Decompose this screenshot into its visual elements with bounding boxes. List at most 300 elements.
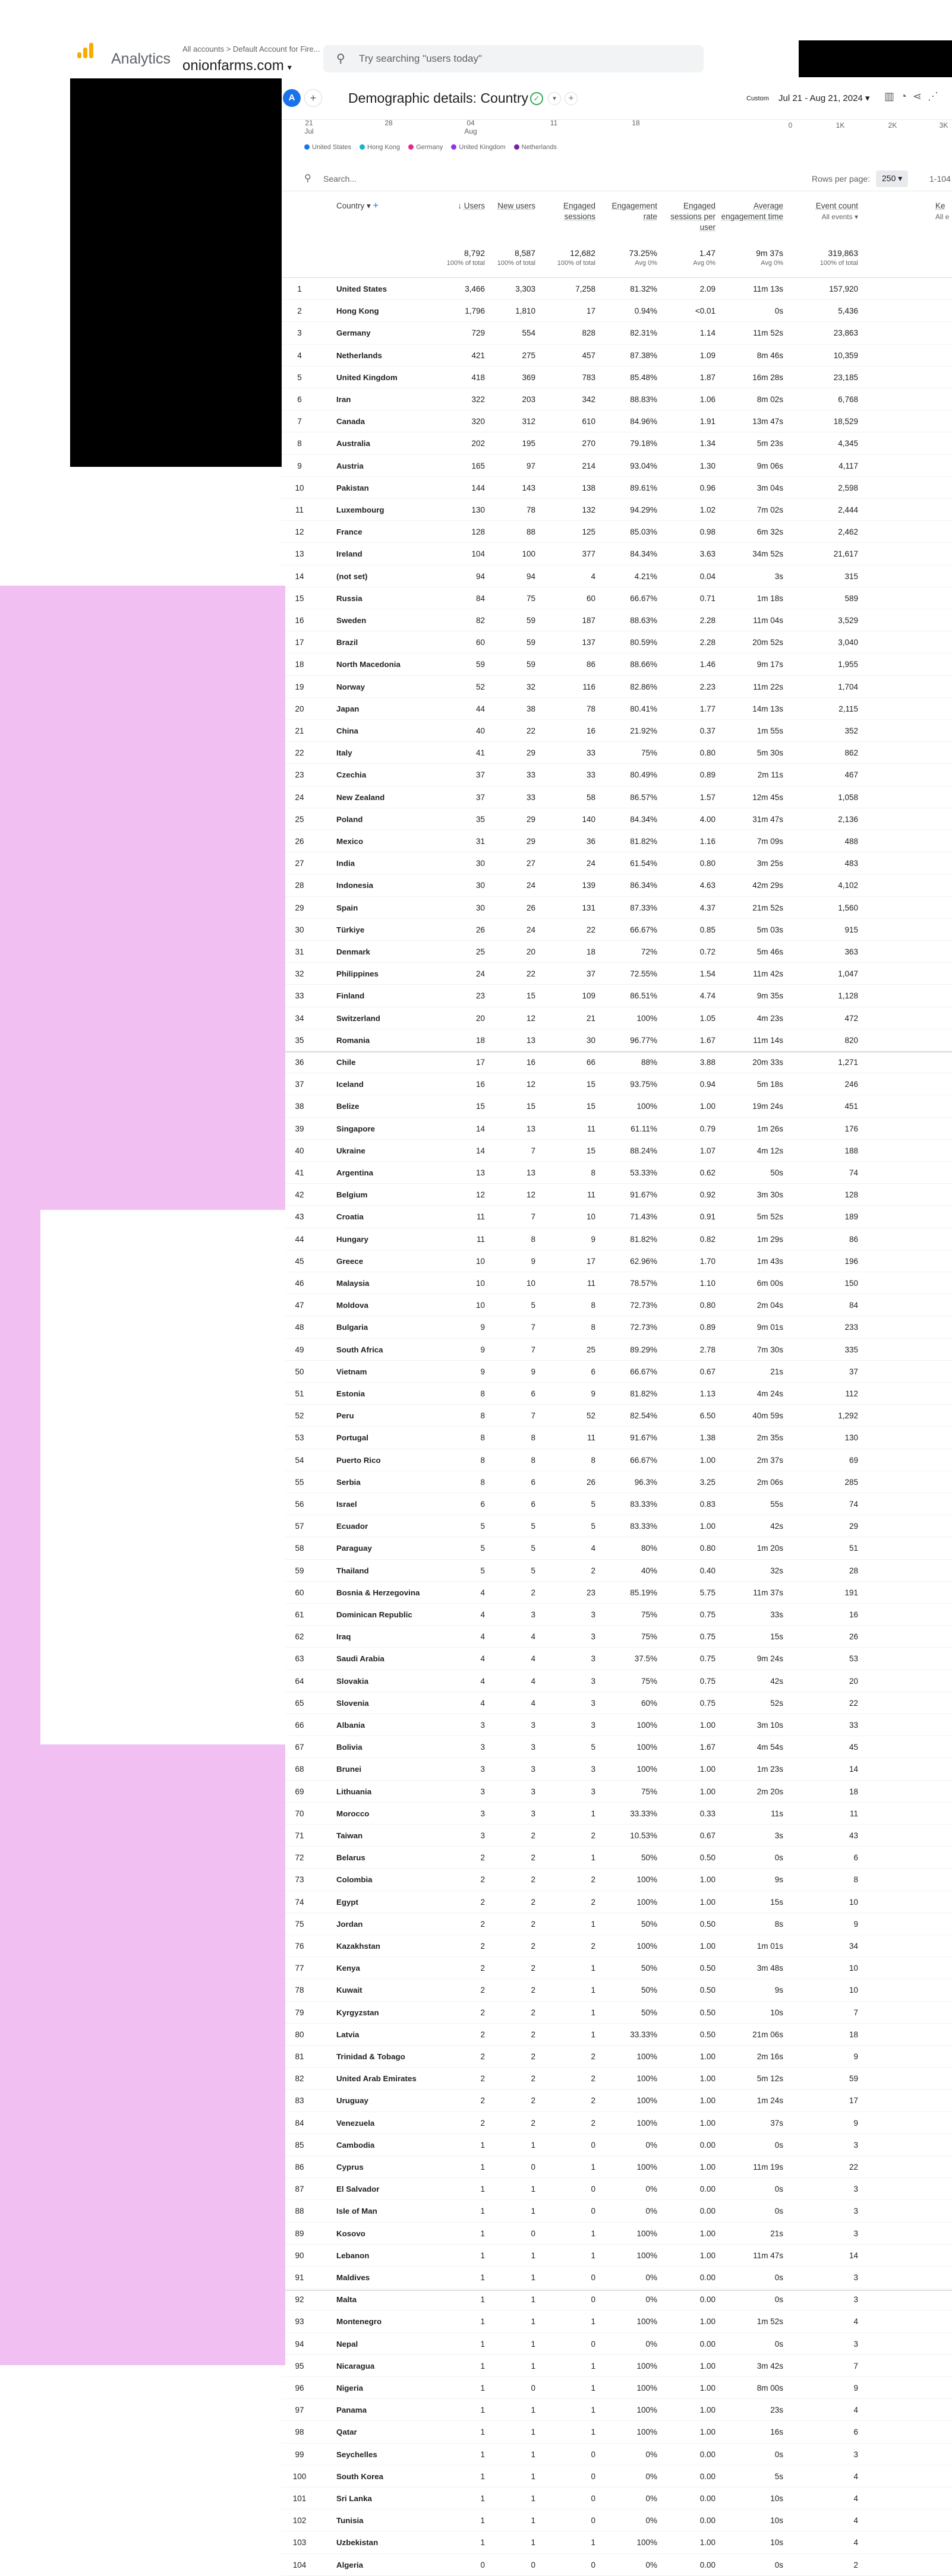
sessions-per-user-cell: 0.00	[699, 2339, 715, 2349]
new-users-cell: 7	[531, 1212, 535, 1222]
table-row[interactable]	[282, 2002, 952, 2024]
engagement-time-cell: 5m 18s	[756, 1080, 783, 1089]
row-index: 22	[295, 748, 304, 758]
engaged-sessions-cell: 37	[586, 969, 595, 979]
row-index: 35	[295, 1035, 304, 1045]
engagement-rate-cell: 80.41%	[630, 704, 657, 713]
table-row[interactable]	[282, 432, 952, 454]
engagement-rate-cell: 87.33%	[630, 903, 657, 912]
engagement-rate-cell: 96.77%	[630, 1035, 657, 1045]
engagement-rate-cell: 100%	[636, 2163, 657, 2172]
table-row[interactable]	[282, 963, 952, 985]
table-row[interactable]	[282, 455, 952, 477]
sessions-per-user-cell: <0.01	[695, 306, 715, 316]
table-row[interactable]	[282, 1825, 952, 1847]
column-header-engagement-rate[interactable]	[598, 201, 657, 222]
row-index: 71	[295, 1831, 304, 1840]
country-name: Greece	[336, 1256, 364, 1266]
country-name: Norway	[336, 682, 365, 691]
table-row[interactable]	[282, 720, 952, 742]
table-row[interactable]	[282, 1272, 952, 1294]
table-row[interactable]	[282, 1537, 952, 1559]
table-row[interactable]	[282, 2466, 952, 2488]
row-index: 74	[295, 1897, 304, 1907]
row-index: 49	[295, 1345, 304, 1354]
table-row[interactable]	[282, 1758, 952, 1780]
table-row[interactable]	[282, 2399, 952, 2421]
new-users-cell: 1	[531, 2207, 535, 2216]
table-row[interactable]	[282, 1294, 952, 1316]
users-cell: 30	[475, 881, 485, 890]
table-row[interactable]	[282, 1604, 952, 1626]
total-value: 12,682	[570, 248, 595, 258]
table-row[interactable]	[282, 366, 952, 388]
row-index: 7	[297, 417, 302, 426]
sessions-per-user-cell: 1.07	[699, 1146, 715, 1155]
legend-item[interactable]	[408, 144, 443, 151]
total-share: 100% of total	[446, 260, 485, 267]
engagement-rate-cell: 72.73%	[630, 1301, 657, 1310]
table-row[interactable]	[282, 410, 952, 432]
row-index: 84	[295, 2118, 304, 2128]
table-row[interactable]	[282, 587, 952, 609]
table-row[interactable]	[282, 477, 952, 499]
table-row[interactable]	[282, 1383, 952, 1405]
engagement-time-cell: 0s	[774, 306, 783, 316]
country-name: Estonia	[336, 1389, 365, 1398]
table-row[interactable]	[282, 1206, 952, 1228]
table-row[interactable]	[282, 631, 952, 653]
sessions-per-user-cell: 0.50	[699, 2008, 715, 2017]
new-users-cell: 27	[526, 859, 535, 868]
table-row[interactable]	[282, 322, 952, 344]
engagement-rate-cell: 66.67%	[630, 1455, 657, 1465]
event-count-cell: 5,436	[838, 306, 858, 316]
event-count-cell: 1,560	[838, 903, 858, 912]
table-row[interactable]	[282, 1781, 952, 1803]
sessions-per-user-cell: 1.00	[699, 2229, 715, 2238]
new-users-cell: 32	[526, 682, 535, 691]
sessions-per-user-cell: 0.75	[699, 1654, 715, 1664]
event-count-cell: 20	[849, 1676, 858, 1686]
table-row[interactable]	[282, 2178, 952, 2200]
engagement-rate-cell: 100%	[636, 2118, 657, 2128]
users-cell: 12	[475, 1190, 485, 1200]
table-row[interactable]	[282, 808, 952, 830]
new-users-cell: 2	[531, 1831, 535, 1840]
users-cell: 1	[480, 2471, 485, 2481]
table-row[interactable]	[282, 897, 952, 919]
table-row[interactable]	[282, 2355, 952, 2377]
comparison-avatar[interactable]: A	[283, 89, 301, 107]
table-row[interactable]	[282, 499, 952, 521]
engagement-rate-cell: 0.94%	[634, 306, 657, 316]
new-users-cell: 0	[531, 2384, 535, 2392]
table-row[interactable]	[282, 1913, 952, 1935]
engagement-rate-cell: 50%	[641, 2008, 657, 2017]
users-cell: 2	[480, 1964, 485, 1973]
engaged-sessions-cell: 9	[591, 1234, 595, 1244]
table-row[interactable]	[282, 1140, 952, 1162]
country-name: Algeria	[336, 2560, 364, 2569]
event-count-cell: 1,292	[838, 1411, 858, 1421]
table-row[interactable]	[282, 2421, 952, 2443]
sessions-per-user-cell: 2.78	[699, 1345, 715, 1354]
table-row[interactable]	[282, 2134, 952, 2156]
country-name: Argentina	[336, 1168, 374, 1177]
table-row[interactable]	[282, 1957, 952, 1979]
sessions-per-user-cell: 0.72	[699, 947, 715, 956]
table-row[interactable]	[282, 1560, 952, 1582]
sessions-per-user-cell: 0.00	[699, 2207, 715, 2216]
legend-swatch	[304, 144, 310, 150]
engaged-sessions-cell: 52	[586, 1411, 595, 1421]
table-row[interactable]	[282, 1648, 952, 1670]
event-count-cell: 69	[849, 1455, 858, 1465]
engagement-rate-cell: 0%	[645, 2185, 657, 2194]
new-users-cell: 5	[531, 1522, 535, 1531]
engagement-rate-cell: 75%	[641, 1787, 657, 1796]
event-count-cell: 18,529	[833, 417, 858, 426]
sessions-per-user-cell: 4.63	[699, 881, 715, 890]
breadcrumb[interactable]: All accounts > Default Account for Fire...	[182, 45, 320, 53]
sessions-per-user-cell: 1.67	[699, 1035, 715, 1045]
engagement-rate-cell: 0%	[645, 2471, 657, 2481]
engaged-sessions-cell: 78	[586, 704, 595, 713]
engagement-time-cell: 19m 24s	[752, 1102, 783, 1111]
sessions-per-user-cell: 1.05	[699, 1013, 715, 1023]
users-cell: 5	[480, 1566, 485, 1575]
table-row[interactable]	[282, 1029, 952, 1051]
users-cell: 2	[480, 1919, 485, 1929]
engagement-time-cell: 0s	[774, 2140, 783, 2150]
legend-item[interactable]	[360, 144, 400, 151]
table-row[interactable]	[282, 653, 952, 675]
column-header-engagement-time[interactable]	[717, 201, 783, 222]
country-name: France	[336, 527, 362, 537]
table-row[interactable]	[282, 1228, 952, 1250]
engaged-sessions-cell: 3	[591, 1676, 595, 1686]
table-row[interactable]	[282, 2223, 952, 2245]
table-row[interactable]	[282, 2156, 952, 2178]
chevron-down-icon[interactable]: ▾	[548, 92, 561, 105]
engagement-rate-cell: 100%	[636, 2317, 657, 2327]
table-row[interactable]	[282, 1051, 952, 1073]
row-index: 80	[295, 2030, 304, 2039]
engaged-sessions-cell: 828	[582, 328, 595, 338]
engagement-time-cell: 0s	[774, 2560, 783, 2569]
engagement-time-cell: 2m 04s	[756, 1301, 783, 1310]
table-row[interactable]	[282, 1515, 952, 1537]
table-row[interactable]	[282, 1073, 952, 1095]
users-cell: 2	[480, 1942, 485, 1951]
table-row[interactable]	[282, 1803, 952, 1825]
new-users-cell: 59	[526, 660, 535, 669]
new-users-cell: 554	[522, 328, 535, 338]
country-name: Mexico	[336, 837, 364, 846]
country-name: Kuwait	[336, 1986, 362, 1995]
table-row[interactable]	[282, 1935, 952, 1957]
sessions-per-user-cell: 1.00	[699, 1455, 715, 1465]
event-count-cell: 3	[853, 2273, 858, 2282]
country-name: North Macedonia	[336, 660, 401, 669]
engaged-sessions-cell: 2	[591, 1831, 595, 1840]
users-cell: 2	[480, 1897, 485, 1907]
row-index: 4	[297, 350, 302, 360]
event-filter-select[interactable]: All events ▾	[821, 213, 858, 221]
table-row[interactable]	[282, 1869, 952, 1891]
table-row[interactable]	[282, 2531, 952, 2553]
table-row[interactable]	[282, 2377, 952, 2399]
table-row[interactable]	[282, 521, 952, 543]
table-row[interactable]	[282, 278, 952, 300]
engaged-sessions-cell: 23	[586, 1588, 595, 1597]
row-index: 31	[295, 947, 304, 956]
row-index: 89	[295, 2229, 304, 2238]
users-cell: 18	[475, 1035, 485, 1045]
new-users-cell: 13	[526, 1168, 535, 1177]
column-header-country[interactable]: Country ▾ +	[336, 201, 379, 211]
table-row[interactable]	[282, 1427, 952, 1449]
table-row[interactable]	[282, 874, 952, 896]
event-count-cell: 150	[844, 1279, 858, 1288]
table-row[interactable]	[282, 2289, 952, 2311]
column-header-event-count[interactable]	[786, 201, 858, 222]
column-header-key-events[interactable]	[935, 201, 952, 222]
table-row[interactable]	[282, 742, 952, 764]
row-index: 55	[295, 1477, 304, 1487]
table-row[interactable]	[282, 985, 952, 1007]
table-row[interactable]	[282, 1118, 952, 1140]
more-icon[interactable]: ⋰	[927, 90, 944, 102]
table-row[interactable]	[282, 764, 952, 786]
add-dimension-icon[interactable]: +	[373, 201, 379, 211]
table-row[interactable]	[282, 676, 952, 698]
share-icon[interactable]: ⋖	[912, 90, 928, 102]
table-row[interactable]	[282, 1582, 952, 1604]
table-row[interactable]	[282, 852, 952, 874]
new-users-cell: 2	[531, 1875, 535, 1885]
country-name: Ireland	[336, 549, 362, 559]
sessions-per-user-cell: 4.37	[699, 903, 715, 912]
table-row[interactable]	[282, 1339, 952, 1361]
check-circle-icon[interactable]: ✓	[530, 92, 543, 105]
engagement-time-cell: 3m 04s	[756, 483, 783, 492]
table-row[interactable]	[282, 2311, 952, 2332]
engagement-rate-cell: 0%	[645, 2339, 657, 2349]
chart-value-tick: 2K	[888, 121, 897, 129]
table-row[interactable]	[282, 830, 952, 852]
engagement-rate-cell: 33.33%	[630, 1809, 657, 1818]
column-label-event-count: Event count	[815, 201, 858, 210]
legend-item[interactable]	[451, 144, 505, 151]
table-row[interactable]	[282, 1891, 952, 1913]
event-count-cell: 22	[849, 2163, 858, 2172]
table-row[interactable]	[282, 1184, 952, 1206]
new-users-cell: 22	[526, 969, 535, 979]
sessions-per-user-cell: 1.38	[699, 1433, 715, 1443]
engagement-time-cell: 20m 52s	[752, 638, 783, 647]
new-users-cell: 4	[531, 1654, 535, 1664]
new-users-cell: 97	[526, 461, 535, 470]
row-index: 50	[295, 1367, 304, 1376]
table-row[interactable]	[282, 388, 952, 410]
table-row[interactable]	[282, 2509, 952, 2531]
table-row[interactable]	[282, 1493, 952, 1515]
table-row[interactable]	[282, 1979, 952, 2001]
table-row[interactable]	[282, 1007, 952, 1029]
table-row[interactable]	[282, 1626, 952, 1648]
table-row[interactable]	[282, 2046, 952, 2068]
engagement-time-cell: 4m 24s	[756, 1389, 783, 1398]
country-name: Iceland	[336, 1080, 364, 1089]
table-row[interactable]	[282, 786, 952, 808]
event-count-cell: 8	[853, 1875, 858, 1885]
engagement-rate-cell: 60%	[641, 1698, 657, 1708]
add-icon[interactable]: +	[565, 92, 578, 105]
table-row[interactable]	[282, 2200, 952, 2222]
sessions-per-user-cell: 1.10	[699, 1279, 715, 1288]
engagement-time-cell: 21m 52s	[752, 903, 783, 912]
row-index: 59	[295, 1566, 304, 1575]
sessions-per-user-cell: 2.28	[699, 616, 715, 625]
table-row[interactable]	[282, 2333, 952, 2355]
table-row[interactable]	[282, 1847, 952, 1869]
table-row[interactable]	[282, 1405, 952, 1427]
country-name: Croatia	[336, 1212, 364, 1222]
country-name: Germany	[336, 328, 371, 338]
row-index: 5	[297, 372, 302, 382]
global-search[interactable]	[323, 45, 704, 72]
legend-item[interactable]	[304, 144, 351, 151]
sessions-per-user-cell: 0.40	[699, 1566, 715, 1575]
row-index: 97	[295, 2406, 304, 2415]
sessions-per-user-cell: 1.16	[699, 837, 715, 846]
table-row[interactable]	[282, 1692, 952, 1714]
new-users-cell: 33	[526, 792, 535, 802]
column-header-engaged-sessions[interactable]	[537, 201, 595, 222]
date-range-picker[interactable]: Jul 21 - Aug 21, 2024 ▾	[778, 93, 870, 103]
new-users-cell: 38	[526, 704, 535, 713]
engaged-sessions-cell: 1	[591, 2008, 595, 2017]
column-header-new-users[interactable]	[487, 201, 535, 211]
total-value: 319,863	[828, 248, 858, 258]
table-row[interactable]	[282, 543, 952, 565]
country-name: Uruguay	[336, 2096, 368, 2106]
insights-icon[interactable]: ◔	[900, 90, 913, 102]
engaged-sessions-cell: 139	[582, 881, 595, 890]
sessions-per-user-cell: 6.50	[699, 1411, 715, 1421]
column-header-users[interactable]: ↓ Users	[458, 201, 485, 210]
table-row[interactable]	[282, 941, 952, 963]
table-row[interactable]	[282, 1250, 952, 1272]
users-cell: 41	[475, 748, 485, 758]
table-row[interactable]	[282, 1316, 952, 1338]
event-count-cell: 3	[853, 2449, 858, 2459]
table-row[interactable]	[282, 1162, 952, 1184]
table-row[interactable]	[282, 2112, 952, 2134]
users-cell: 24	[475, 969, 485, 979]
event-count-cell: 1,704	[838, 682, 858, 691]
table-row[interactable]	[282, 919, 952, 941]
engagement-rate-cell: 0%	[645, 2494, 657, 2503]
table-row[interactable]	[282, 1095, 952, 1117]
event-count-cell: 820	[844, 1035, 858, 1045]
add-comparison-button[interactable]: +	[304, 89, 322, 107]
table-row[interactable]	[282, 698, 952, 720]
sessions-per-user-cell: 1.00	[699, 1942, 715, 1951]
new-users-cell: 8	[531, 1433, 535, 1443]
engagement-time-cell: 33s	[770, 1610, 783, 1619]
engagement-time-cell: 5m 03s	[756, 925, 783, 934]
table-row[interactable]	[282, 344, 952, 366]
table-row[interactable]	[282, 1449, 952, 1471]
sessions-per-user-cell: 1.00	[699, 2096, 715, 2106]
row-index: 1	[297, 285, 302, 293]
engagement-time-cell: 1m 01s	[756, 1942, 783, 1951]
table-row[interactable]	[282, 2554, 952, 2576]
table-row[interactable]	[282, 2245, 952, 2267]
engagement-rate-cell: 40%	[641, 1566, 657, 1575]
engaged-sessions-cell: 9	[591, 1389, 595, 1398]
table-row[interactable]	[282, 300, 952, 322]
table-row[interactable]	[282, 2488, 952, 2509]
event-count-cell: 86	[849, 1234, 858, 1244]
table-row[interactable]	[282, 2090, 952, 2112]
table-row[interactable]	[282, 1736, 952, 1758]
event-count-cell: 21,617	[833, 549, 858, 559]
new-users-cell: 88	[526, 527, 535, 537]
users-cell: 52	[475, 682, 485, 691]
table-row[interactable]	[282, 2444, 952, 2466]
legend-label: Hong Kong	[367, 144, 401, 151]
column-header-sessions-per-user[interactable]	[660, 201, 715, 233]
table-row[interactable]	[282, 1714, 952, 1736]
column-label-engaged-sessions: Engaged sessions	[563, 201, 595, 221]
property-selector[interactable]	[182, 58, 292, 74]
chart-date-tick: 11	[550, 119, 558, 127]
engagement-time-cell: 7m 09s	[756, 837, 783, 846]
engagement-rate-cell: 88%	[641, 1058, 657, 1067]
table-row[interactable]	[282, 1471, 952, 1493]
legend-item[interactable]	[514, 144, 557, 151]
new-users-cell: 4	[531, 1676, 535, 1686]
row-index: 6	[297, 395, 302, 404]
users-cell: 1,796	[465, 306, 485, 316]
engaged-sessions-cell: 3	[591, 1654, 595, 1664]
table-search-input[interactable]: Search...	[323, 174, 357, 184]
event-count-cell: 23,863	[833, 328, 858, 338]
table-row[interactable]	[282, 2267, 952, 2289]
new-users-cell: 1	[531, 2251, 535, 2260]
engagement-rate-cell: 100%	[636, 1743, 657, 1752]
table-row[interactable]	[282, 1361, 952, 1383]
rows-per-page-select[interactable]: 250 ▾	[876, 170, 908, 187]
table-row[interactable]	[282, 1670, 952, 1692]
engagement-rate-cell: 50%	[641, 1964, 657, 1973]
event-count-cell: 915	[844, 925, 858, 934]
country-name: Peru	[336, 1411, 354, 1421]
engagement-time-cell: 0s	[774, 2207, 783, 2216]
table-row[interactable]	[282, 565, 952, 587]
engagement-rate-cell: 93.04%	[630, 461, 657, 470]
table-row[interactable]	[282, 609, 952, 631]
sessions-per-user-cell: 2.09	[699, 285, 715, 293]
chart-icon[interactable]: ▥	[884, 90, 901, 102]
new-users-cell: 5	[531, 1566, 535, 1575]
table-row[interactable]	[282, 2024, 952, 2046]
table-row[interactable]	[282, 2068, 952, 2090]
